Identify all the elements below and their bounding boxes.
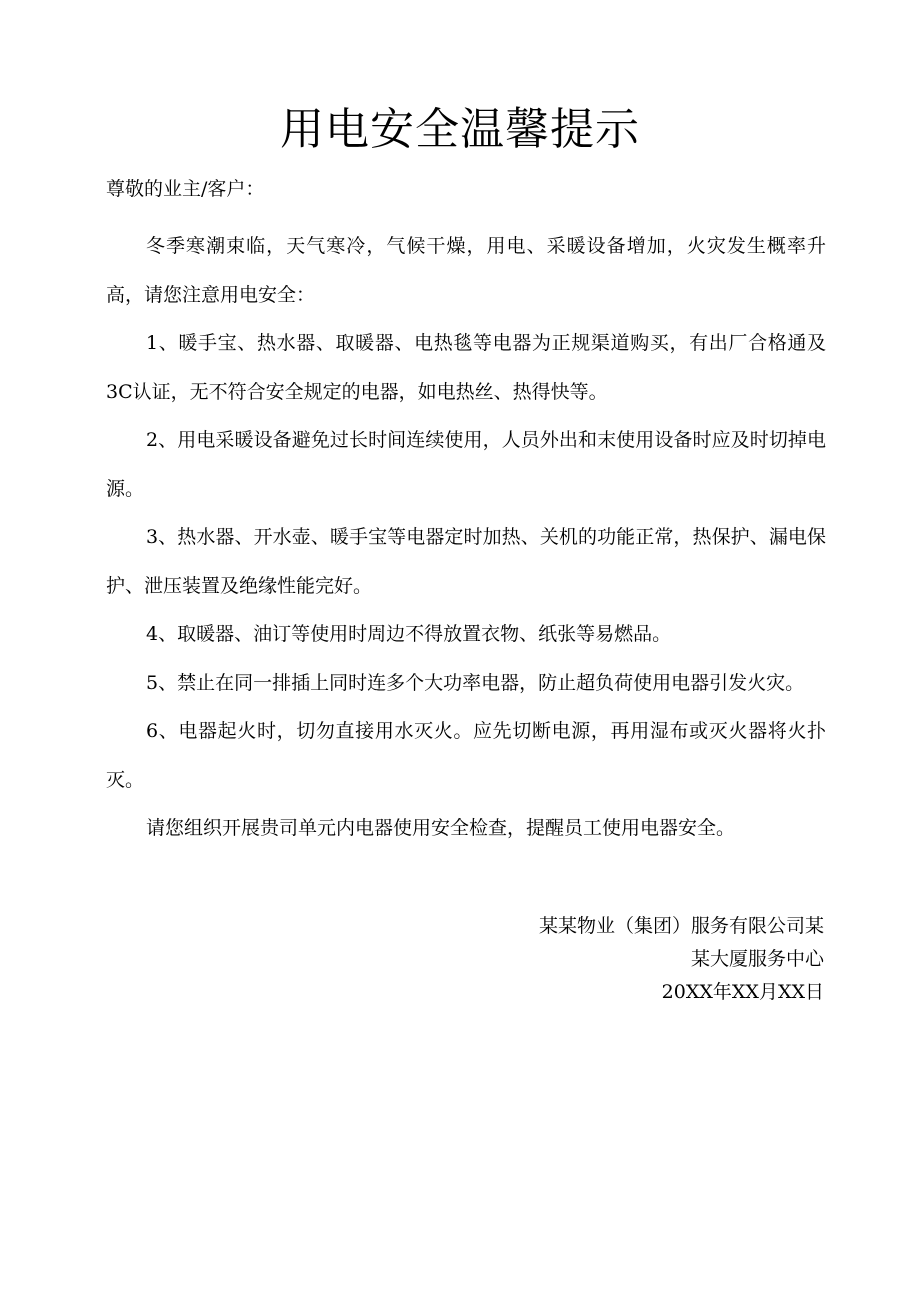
signature-company: 某某物业（集团）服务有限公司某	[538, 915, 824, 937]
list-item: 4、取暖器、油订等使用时周边不得放置衣物、纸张等易燃品。	[146, 623, 672, 645]
document-title: 用电安全温馨提示	[280, 104, 640, 155]
list-item: 3、热水器、开水壶、暖手宝等电器定时加热、关机的功能正常，热保护、漏电保护、泄压装置及绝缘性能完好。	[106, 526, 826, 597]
intro-paragraph: 冬季寒潮束临，天气寒冷，气候干燥，用电、采暖设备增加，火灾发生概率升高，请您注意用电安全：	[106, 235, 826, 306]
list-item: 6、电器起火时，切勿直接用水灭火。应先切断电源，再用湿布或灭火器将火扑灭。	[106, 720, 826, 791]
signature-center: 某大厦服务中心	[690, 948, 824, 970]
signature-block	[539, 910, 824, 1009]
list-item: 2、用电采暖设备避免过长时间连续使用，人员外出和末使用设备时应及时切掉电源。	[106, 429, 826, 500]
list-item: 5、禁止在同一排插上同时连多个大功率电器，防止超负荷使用电器引发火灾。	[146, 671, 805, 694]
list-item: 1、暖手宝、热水器、取暖器、电热毯等电器为正规渠道购买，有出厂合格通及3C认证，无不符合安全规定的电器，如电热丝、热得快等。	[106, 332, 826, 403]
signature-date: 20XX年XX月XX日	[661, 981, 824, 1003]
greeting: 尊敬的业主/客户：	[106, 178, 265, 200]
document-body	[106, 222, 826, 853]
closing-paragraph: 请您组织开展贵司单元内电器使用安全检查，提醒员工使用电器安全。	[146, 817, 736, 839]
